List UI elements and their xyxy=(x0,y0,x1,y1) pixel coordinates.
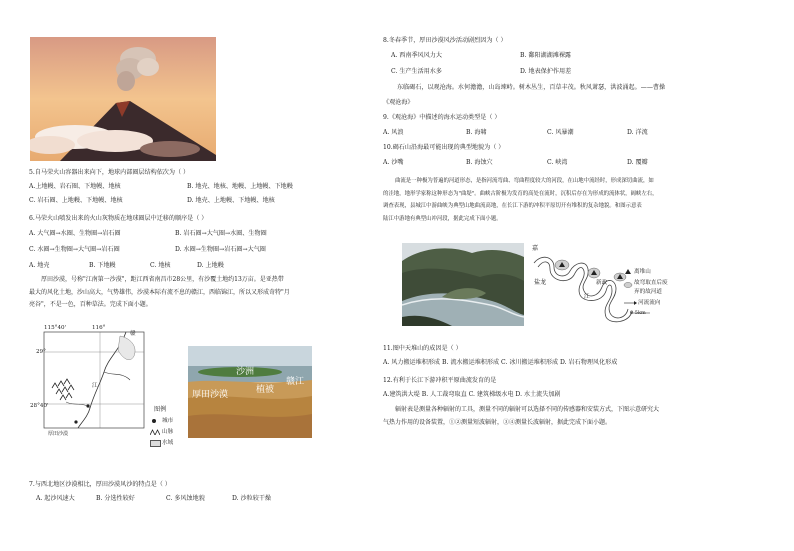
q11-options[interactable]: A. 风力搬运堆积形成 B. 流水搬运堆积形成 C. 冰川搬运堆积形成 D. 岩石物理风化形成 xyxy=(383,359,618,366)
legend-city: 城市 xyxy=(162,418,174,424)
q5-option-b[interactable]: B. 地壳、地核、地幔、上地幔、下地幔 xyxy=(187,183,293,190)
meander-sketch-map xyxy=(532,243,667,326)
q9-option-d[interactable]: D. 洋流 xyxy=(627,129,648,136)
sketch-legend-hill: 离堆山 xyxy=(634,269,651,275)
map-lon-1: 115°40' xyxy=(44,325,67,331)
q5-stem: 5.自马荣火山容器出来向下，地球内部圈层结构依次为（ ） xyxy=(29,169,190,176)
city-legend-icon xyxy=(152,419,156,423)
q11-stem: 11.图中天堆山的成因是（ ） xyxy=(383,345,462,352)
q7-stem: 7.与西北地区沙漠相比，厚田沙漠风沙的特点是（ ） xyxy=(29,481,171,488)
sketch-place-2: 盐龙 xyxy=(534,279,547,286)
location-map xyxy=(30,324,152,436)
volcano-photo xyxy=(30,37,216,161)
passage1-line-2: 最大的风化土地，沙山高大，气势雄伟，沙漠本际有流不息的赣江，西临锦江，所以又形成奇特"月 xyxy=(29,288,290,296)
map-lon-2: 116° xyxy=(92,325,106,331)
q6-option-b[interactable]: B. 岩石圈→大气圈→水圈、生物圈 xyxy=(175,230,267,237)
legend-old-channel-icon xyxy=(624,283,632,288)
volcano-illustration xyxy=(30,37,216,161)
q5-option-c[interactable]: C. 岩石圈、上地幔、下地幔、地核 xyxy=(29,197,123,204)
legend-hill-icon xyxy=(625,269,631,274)
map-river-gan: 赣 xyxy=(130,331,136,337)
q6b-option-d[interactable]: D. 上地幔 xyxy=(197,262,224,269)
map-place-houtian: 厚田沙漠 xyxy=(48,431,69,437)
sketch-legend-old-channel: 弃的故河道 xyxy=(634,289,662,295)
q6-option-a[interactable]: A. 大气圈→水圈、生物圈→岩石圈 xyxy=(29,230,121,237)
q10-option-c[interactable]: C. 峡湾 xyxy=(547,159,568,166)
label-gan-river: 赣江 xyxy=(286,377,305,387)
q6-stem: 6.马荣火山喷发出来的火山灰物质在地球圈层中迁移的顺序是（ ） xyxy=(29,215,208,222)
legend-title: 图例 xyxy=(154,406,167,413)
passage3-line-2: 气热力作用的设备装置，①②测量短波辐射，③④测量长波辐射，据此完成下面小题。 xyxy=(383,418,612,426)
q6b-option-c[interactable]: C. 地核 xyxy=(150,262,171,269)
q6b-option-a[interactable]: A. 地壳 xyxy=(29,262,50,269)
map-lat-2: 28°40' xyxy=(30,403,49,409)
sketch-place-1: 嘉 xyxy=(532,245,539,252)
q8-option-c[interactable]: C. 生产生活用水多 xyxy=(391,68,442,75)
city-dot-houtian xyxy=(74,420,77,423)
q12-stem: 12.有利于长江下游冲积平原曲流发育的是 xyxy=(383,377,497,384)
sketch-scale: 0 5km xyxy=(630,310,646,316)
poem-line-1: 东临碣石，以观沧海。水何澹澹，山岛竦峙。树木丛生，百草丰茂。秋风萧瑟，洪波涌起。——曹操 xyxy=(397,84,666,91)
passage3-line-1: 辐射表是测量各种辐射的工具，测量不同的辐射可以选择不同的传感器和安装方式，下图示意研究大 xyxy=(395,406,660,413)
water-legend-icon xyxy=(150,440,161,447)
map-legend xyxy=(150,406,190,456)
gorge-photo xyxy=(402,243,524,326)
passage2-line-2: 的洼地，地形学家称这种形态为"曲堤"。曲峡古阶极为发育的高处在流时，沉积后存在为形成的流体状，阔峡左右， xyxy=(383,190,658,197)
q9-option-b[interactable]: B. 海啸 xyxy=(466,129,487,136)
passage-houtian-desert xyxy=(29,274,359,312)
passage2-line-4: 陆江中游地有典型山冲河段，据此完成下面小题。 xyxy=(383,215,502,222)
poem-line-2: 《观沧海》 xyxy=(383,99,414,106)
desert-photo xyxy=(188,346,312,438)
q9-option-a[interactable]: A. 风浪 xyxy=(383,129,404,136)
legend-mountain: 山脉 xyxy=(162,429,174,435)
mountain-symbols xyxy=(52,379,74,400)
q5-option-d[interactable]: D. 地壳、上地幔、下地幔、地核 xyxy=(187,197,275,204)
q7-option-b[interactable]: B. 分选性较好 xyxy=(96,495,135,502)
q9-option-c[interactable]: C. 风暴潮 xyxy=(547,129,574,136)
passage-meander xyxy=(383,175,763,225)
city-dot xyxy=(86,404,89,407)
map-river-jiang: 江 xyxy=(92,383,98,389)
passage1-line-1: 厚田沙漠，号称"江南第一沙漠"，距江西省南昌市28公里，有沙覆土地约13万亩。是亚热带 xyxy=(41,276,284,283)
q9-stem: 9.《观沧海》中描述的海水运动类型是（ ） xyxy=(383,114,501,121)
q6-option-c[interactable]: C. 水圈→生物圈→大气圈→岩石圈 xyxy=(29,246,120,253)
mountain-legend-icon xyxy=(150,428,160,435)
label-island: 沙洲 xyxy=(236,367,255,377)
q6b-option-b[interactable]: B. 下地幔 xyxy=(89,262,116,269)
label-vegetation: 植被 xyxy=(256,385,275,395)
sketch-place-4: 江 xyxy=(584,294,590,300)
sketch-legend-flow: 河流流向 xyxy=(638,300,661,306)
legend-water: 水域 xyxy=(162,440,174,446)
q6-option-d[interactable]: D. 水圈→生物圈→岩石圈→大气圈 xyxy=(175,246,266,253)
passage2-line-1: 曲流是一种极为普遍的河道形态，是指河流弯曲、弯曲程度较大的河段，在山地中流经时，形成深切曲流，如 xyxy=(395,178,654,184)
passage2-line-3: 调查表现，县城江中游曲峡为典型山地曲流高地，在长江下游的冲积平原切开有堆积的复杂地貌。和图示意表 xyxy=(383,203,642,209)
q10-option-d[interactable]: D. 覆瓣 xyxy=(627,159,648,166)
sketch-place-3: 新政 xyxy=(596,280,608,286)
q5-option-a[interactable]: A.上地幔、岩石圈、下地幔、地核 xyxy=(29,183,121,190)
q10-option-b[interactable]: B. 海蚀穴 xyxy=(466,159,493,166)
q8-option-d[interactable]: D. 地表保护作用差 xyxy=(520,68,572,75)
q8-option-b[interactable]: B. 鄱阳湖湖滩裸露 xyxy=(520,52,572,59)
passage-radiation xyxy=(383,404,763,429)
q7-option-c[interactable]: C. 多风蚀地貌 xyxy=(166,495,205,502)
q7-option-a[interactable]: A. 起沙风速大 xyxy=(36,495,75,502)
sketch-legend-cutoff: 故弯取直后废 xyxy=(634,280,668,286)
q12-options[interactable]: A.建筑洪大堤 B. 人工裁弯取直 C. 建筑梯级水电 D. 水土流失加剧 xyxy=(383,391,561,398)
q7-option-d[interactable]: D. 沙粒较干燥 xyxy=(232,495,272,502)
q8-stem: 8.冬春季节，厚田沙漠风沙活动剧烈因为（ ） xyxy=(383,37,507,44)
passage1-line-3: 亮谷"，不是一色，百种草法。完成下面小题。 xyxy=(29,301,152,308)
q10-stem: 10.碣石山沿海最可能出现的典型地貌为（ ） xyxy=(383,144,505,151)
map-lat-1: 29° xyxy=(36,349,46,355)
q10-option-a[interactable]: A. 沙嘴 xyxy=(383,159,404,166)
q8-option-a[interactable]: A. 西南季风风力大 xyxy=(391,52,442,59)
label-houtian-desert: 厚田沙漠 xyxy=(192,390,229,400)
